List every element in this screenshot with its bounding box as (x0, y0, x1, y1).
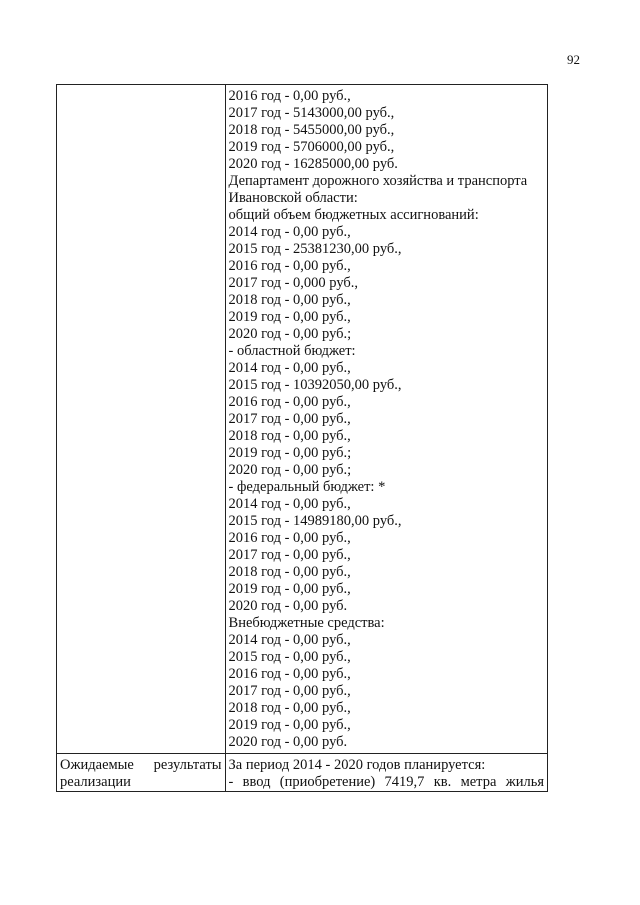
department-heading-line: Департамент дорожного хозяйства и транспорта (228, 173, 528, 189)
expected-results-item: - ввод (приобретение) 7419,7 кв. метра жилья (228, 774, 544, 790)
funding-line: 2017 год - 0,000 руб., (228, 275, 359, 291)
expected-results-intro: За период 2014 - 2020 годов планируется: (228, 757, 486, 773)
funding-line: 2019 год - 0,00 руб.; (228, 445, 352, 461)
funding-row-label-cell (57, 85, 226, 754)
extrabudgetary-heading: Внебюджетные средства: (228, 615, 385, 631)
funding-line: 2020 год - 0,00 руб.; (228, 326, 352, 342)
expected-results-label-cell (57, 754, 226, 792)
funding-row (57, 85, 548, 754)
funding-line: 2019 год - 0,00 руб., (228, 717, 351, 733)
expected-results-label-cont: реализации (60, 774, 131, 790)
funding-line: 2018 год - 5455000,00 руб., (228, 122, 395, 138)
funding-line: 2016 год - 0,00 руб., (228, 530, 351, 546)
funding-line: 2016 год - 0,00 руб., (228, 394, 351, 410)
funding-line: 2017 год - 0,00 руб., (228, 547, 351, 563)
funding-line: 2014 год - 0,00 руб., (228, 496, 351, 512)
funding-row-value-cell (225, 85, 547, 754)
total-allocation-heading: общий объем бюджетных ассигнований: (228, 207, 479, 223)
funding-line: 2015 год - 14989180,00 руб., (228, 513, 402, 529)
expected-results-value-cell (225, 754, 547, 792)
funding-line: 2014 год - 0,00 руб., (228, 632, 351, 648)
regional-budget-heading: - областной бюджет: (228, 343, 356, 359)
funding-line: 2020 год - 0,00 руб. (228, 598, 348, 614)
department-heading-line: Ивановской области: (228, 190, 358, 206)
funding-line: 2016 год - 0,00 руб., (228, 258, 351, 274)
funding-line: 2019 год - 0,00 руб., (228, 581, 351, 597)
funding-line: 2020 год - 16285000,00 руб. (228, 156, 398, 172)
funding-line: 2018 год - 0,00 руб., (228, 292, 351, 308)
funding-line: 2018 год - 0,00 руб., (228, 700, 351, 716)
funding-line: 2015 год - 0,00 руб., (228, 649, 351, 665)
funding-line: 2015 год - 10392050,00 руб., (228, 377, 402, 393)
funding-line: 2020 год - 0,00 руб.; (228, 462, 352, 478)
funding-line: 2020 год - 0,00 руб. (228, 734, 348, 750)
program-passport-table (56, 84, 548, 792)
funding-line: 2018 год - 0,00 руб., (228, 564, 351, 580)
funding-line: 2019 год - 0,00 руб., (228, 309, 351, 325)
page-number: 92 (567, 52, 580, 67)
expected-results-row (57, 754, 548, 792)
funding-line: 2019 год - 5706000,00 руб., (228, 139, 395, 155)
funding-line: 2015 год - 25381230,00 руб., (228, 241, 402, 257)
funding-line: 2016 год - 0,00 руб., (228, 666, 351, 682)
funding-line: 2016 год - 0,00 руб., (228, 88, 351, 104)
funding-line: 2017 год - 5143000,00 руб., (228, 105, 395, 121)
funding-line: 2014 год - 0,00 руб., (228, 360, 351, 376)
expected-results-label: Ожидаемые результаты (60, 757, 222, 773)
funding-line: 2018 год - 0,00 руб., (228, 428, 351, 444)
federal-budget-heading: - федеральный бюджет: * (228, 479, 386, 495)
funding-line: 2017 год - 0,00 руб., (228, 411, 351, 427)
funding-line: 2014 год - 0,00 руб., (228, 224, 351, 240)
funding-line: 2017 год - 0,00 руб., (228, 683, 351, 699)
